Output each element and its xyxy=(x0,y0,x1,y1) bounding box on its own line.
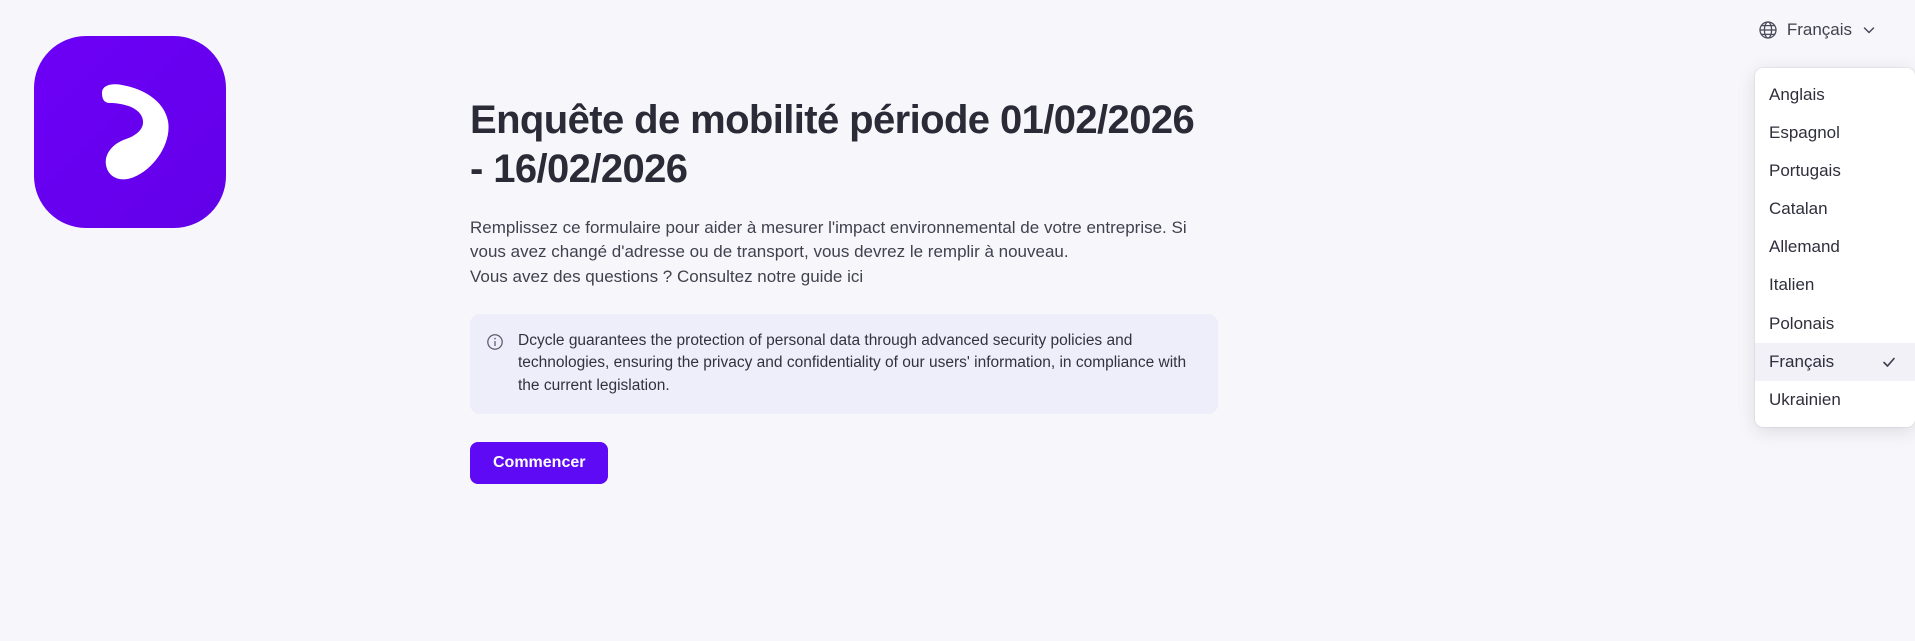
language-option-portugais[interactable] xyxy=(1755,152,1915,190)
intro-paragraph: Remplissez ce formulaire pour aider à mesurer l'impact environnemental de votre entreprise. Si vous avez changé d'adresse ou de transport, vous devrez le remplir à nouveau. xyxy=(470,217,1187,262)
language-option-catalan[interactable] xyxy=(1755,190,1915,228)
language-option-label: Italien xyxy=(1769,275,1815,295)
language-option-ukrainien[interactable] xyxy=(1755,381,1915,419)
language-option-label: Portugais xyxy=(1769,161,1841,181)
language-option-allemand[interactable] xyxy=(1755,228,1915,266)
dcycle-logo-mark xyxy=(82,77,178,187)
dcycle-logo xyxy=(34,36,226,228)
language-option-italien[interactable] xyxy=(1755,266,1915,304)
language-option-espagnol[interactable] xyxy=(1755,114,1915,152)
language-option-label: Anglais xyxy=(1769,85,1825,104)
language-option-label: Polonais xyxy=(1769,313,1835,333)
chevron-down-icon xyxy=(1861,22,1877,38)
language-option-label: Espagnol xyxy=(1769,123,1840,143)
main-content xyxy=(470,96,1230,484)
start-button[interactable]: Commencer xyxy=(470,442,608,484)
privacy-info-box xyxy=(470,314,1218,414)
language-option-label: Ukrainien xyxy=(1769,389,1841,409)
language-option-français[interactable] xyxy=(1755,343,1915,381)
language-option-label: Allemand xyxy=(1769,237,1840,257)
page-title: Enquête de mobilité période 01/02/2026 - 16/02/2026 xyxy=(470,98,1195,191)
guide-link-line[interactable]: Vous avez des questions ? Consultez notre guide ici xyxy=(470,266,864,286)
check-icon xyxy=(1881,354,1897,370)
language-option-polonais[interactable] xyxy=(1755,305,1915,343)
privacy-info-text: Dcycle guarantees the protection of personal data through advanced security policies and technologies, ensuring the privacy and confidentiality of our users' information, in compliance with the current legislation. xyxy=(518,331,1187,395)
language-dropdown[interactable] xyxy=(1755,68,1915,427)
language-option-label: Catalan xyxy=(1769,199,1828,219)
language-option-anglais[interactable] xyxy=(1755,76,1915,114)
language-option-label: Français xyxy=(1769,351,1835,371)
info-circle-icon xyxy=(486,333,504,351)
language-selector-label: Français xyxy=(1786,20,1852,39)
language-selector[interactable] xyxy=(1758,20,1877,40)
globe-icon xyxy=(1758,20,1778,40)
